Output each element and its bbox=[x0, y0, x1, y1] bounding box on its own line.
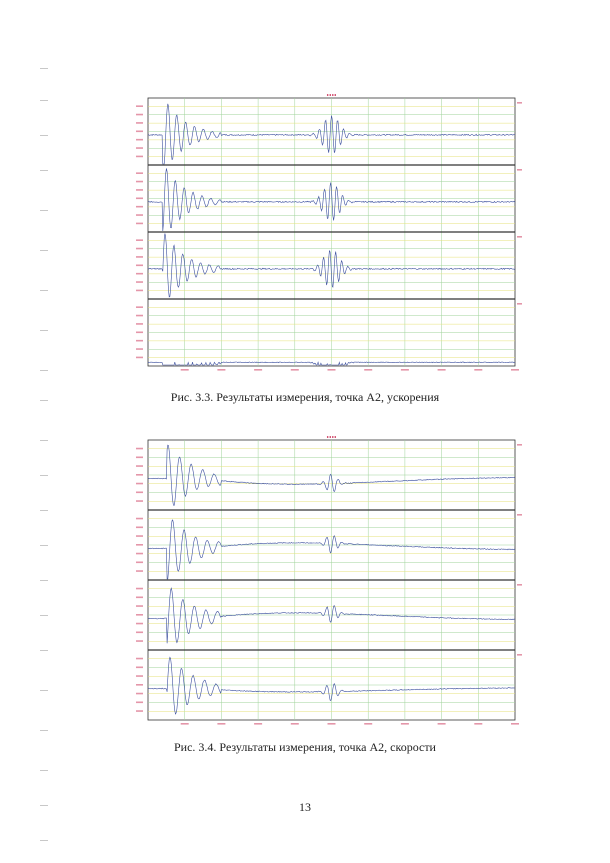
y-tick-label bbox=[136, 527, 143, 529]
y-tick-label bbox=[136, 614, 143, 616]
margin-mark bbox=[40, 840, 48, 841]
y-tick-label bbox=[136, 198, 143, 200]
margin-mark bbox=[40, 170, 48, 171]
figure-3-3-caption: Рис. 3.3. Результаты измерения, точка А2, ускорения bbox=[170, 390, 440, 404]
y-tick-label bbox=[136, 139, 143, 141]
y-tick-label bbox=[136, 281, 143, 283]
y-tick-label bbox=[136, 122, 143, 124]
y-tick-label bbox=[136, 265, 143, 267]
figure-top-label: ∎∎∎∎ bbox=[326, 92, 337, 97]
x-tick-label bbox=[511, 723, 519, 725]
y-tick-label bbox=[136, 323, 143, 325]
x-tick-label bbox=[181, 369, 189, 371]
y-tick-label bbox=[136, 206, 143, 208]
panel-scale-label bbox=[517, 102, 522, 104]
y-tick-label bbox=[136, 290, 143, 292]
margin-mark bbox=[40, 440, 48, 441]
y-tick-label bbox=[136, 658, 143, 660]
y-tick-label bbox=[136, 535, 143, 537]
x-tick-label bbox=[181, 723, 189, 725]
y-tick-label bbox=[136, 623, 143, 625]
y-tick-label bbox=[136, 156, 143, 158]
figure-velocities bbox=[130, 430, 525, 730]
panel-scale-label bbox=[517, 654, 522, 656]
margin-mark bbox=[40, 100, 48, 101]
y-tick-label bbox=[136, 474, 143, 476]
x-tick-label bbox=[474, 369, 482, 371]
y-tick-label bbox=[136, 256, 143, 258]
y-tick-label bbox=[136, 492, 143, 494]
x-tick-label bbox=[328, 369, 336, 371]
y-tick-label bbox=[136, 105, 143, 107]
x-tick-label bbox=[438, 369, 446, 371]
y-tick-label bbox=[136, 693, 143, 695]
y-tick-label bbox=[136, 172, 143, 174]
y-tick-label bbox=[136, 448, 143, 450]
y-tick-label bbox=[136, 544, 143, 546]
page-number: 13 bbox=[299, 800, 311, 814]
x-tick-label bbox=[328, 723, 336, 725]
x-tick-label bbox=[254, 723, 262, 725]
y-tick-label bbox=[136, 570, 143, 572]
x-tick-label bbox=[364, 369, 372, 371]
panel-scale-label bbox=[517, 444, 522, 446]
y-tick-label bbox=[136, 562, 143, 564]
margin-mark bbox=[40, 730, 48, 731]
y-tick-label bbox=[136, 465, 143, 467]
figure-3-4-caption: Рис. 3.4. Результаты измерения, точка А2, скорости bbox=[174, 740, 436, 754]
x-tick-label bbox=[217, 723, 225, 725]
margin-mark bbox=[40, 210, 48, 211]
x-tick-label bbox=[401, 723, 409, 725]
figure-top-label: ∎∎∎∎ bbox=[326, 434, 337, 439]
y-tick-label bbox=[136, 640, 143, 642]
y-tick-label bbox=[136, 332, 143, 334]
x-tick-label bbox=[474, 723, 482, 725]
margin-mark bbox=[40, 650, 48, 651]
y-tick-label bbox=[136, 483, 143, 485]
x-tick-label bbox=[364, 723, 372, 725]
y-tick-label bbox=[136, 315, 143, 317]
margin-mark bbox=[40, 250, 48, 251]
y-tick-label bbox=[136, 147, 143, 149]
y-tick-label bbox=[136, 710, 143, 712]
y-tick-label bbox=[136, 702, 143, 704]
margin-mark bbox=[40, 475, 48, 476]
panel-scale-label bbox=[517, 236, 522, 238]
y-tick-label bbox=[136, 357, 143, 359]
y-tick-label bbox=[136, 273, 143, 275]
x-tick-label bbox=[217, 369, 225, 371]
y-tick-label bbox=[136, 457, 143, 459]
y-tick-label bbox=[136, 181, 143, 183]
y-tick-label bbox=[136, 114, 143, 116]
margin-mark bbox=[40, 770, 48, 771]
y-tick-label bbox=[136, 239, 143, 241]
y-tick-label bbox=[136, 248, 143, 250]
margin-mark bbox=[40, 615, 48, 616]
margin-mark bbox=[40, 690, 48, 691]
margin-mark bbox=[40, 510, 48, 511]
y-tick-label bbox=[136, 605, 143, 607]
y-tick-label bbox=[136, 306, 143, 308]
y-tick-label bbox=[136, 340, 143, 342]
margin-mark bbox=[40, 290, 48, 291]
y-tick-label bbox=[136, 588, 143, 590]
panel-scale-label bbox=[517, 169, 522, 171]
y-tick-label bbox=[136, 189, 143, 191]
y-tick-label bbox=[136, 597, 143, 599]
margin-mark bbox=[40, 580, 48, 581]
figure-accelerations bbox=[130, 88, 525, 376]
margin-mark bbox=[40, 370, 48, 371]
y-tick-label bbox=[136, 518, 143, 520]
x-tick-label bbox=[401, 369, 409, 371]
margin-mark bbox=[40, 135, 48, 136]
y-tick-label bbox=[136, 553, 143, 555]
margin-mark bbox=[40, 330, 48, 331]
y-tick-label bbox=[136, 632, 143, 634]
y-tick-label bbox=[136, 675, 143, 677]
panel-scale-label bbox=[517, 584, 522, 586]
y-tick-label bbox=[136, 684, 143, 686]
x-tick-label bbox=[254, 369, 262, 371]
panel-scale-label bbox=[517, 514, 522, 516]
margin-mark bbox=[40, 68, 48, 69]
y-tick-label bbox=[136, 223, 143, 225]
y-tick-label bbox=[136, 131, 143, 133]
x-tick-label bbox=[511, 369, 519, 371]
y-tick-label bbox=[136, 500, 143, 502]
x-tick-label bbox=[438, 723, 446, 725]
x-tick-label bbox=[291, 723, 299, 725]
y-tick-label bbox=[136, 348, 143, 350]
x-tick-label bbox=[291, 369, 299, 371]
y-tick-label bbox=[136, 667, 143, 669]
margin-mark bbox=[40, 545, 48, 546]
panel-scale-label bbox=[517, 303, 522, 305]
y-tick-label bbox=[136, 214, 143, 216]
